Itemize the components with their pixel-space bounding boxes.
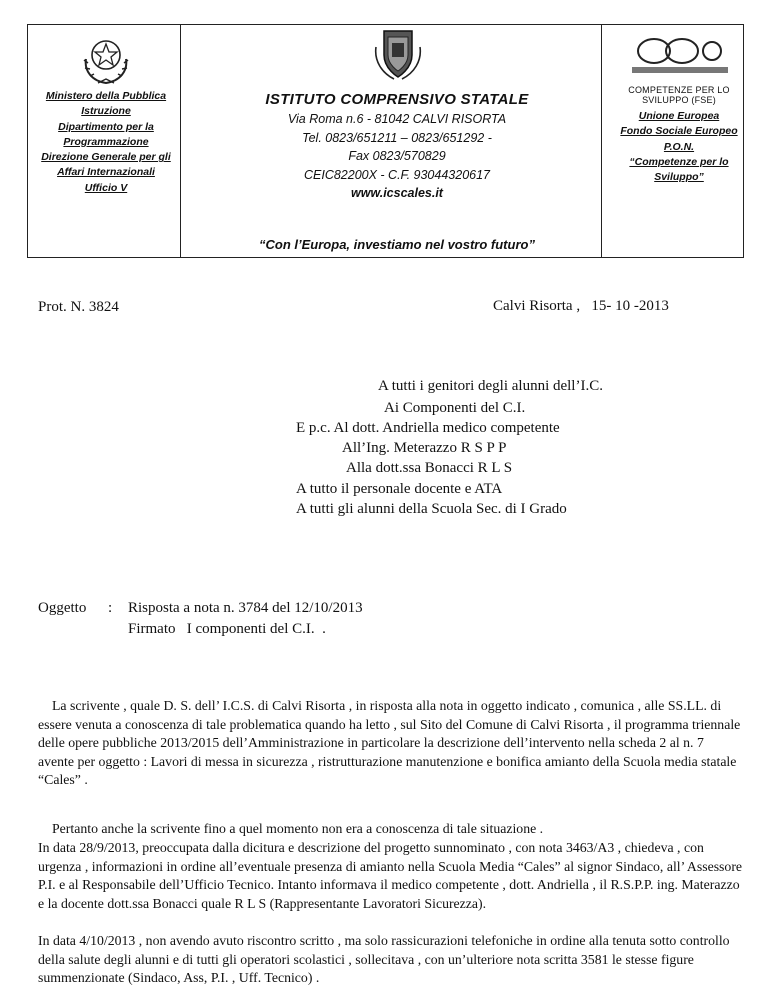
- ministry-line: Dipartimento per la: [58, 120, 154, 133]
- school-crest-icon: [370, 27, 426, 83]
- school-address: Via Roma n.6 - 81042 CALVI RISORTA: [287, 112, 507, 126]
- fse-label: COMPETENZE PER LO SVILUPPO (FSE): [628, 85, 730, 105]
- body-paragraph-1: [38, 697, 743, 790]
- subject-colon: :: [108, 600, 113, 616]
- body-paragraph-1-text: La scrivente , quale D. S. dell’ I.C.S. di Calvi Risorta , in risposta alla nota in oggetto indicato , comunica , alle SS.LL. di essere venuta a conoscenza di tale problematica quando ha letto , sul Sito del Comune di Calvi Risorta , il programma triennale delle opere pubbliche 2013/2015 dell’Amministrazione in particolare la descrizione dell’intervento nella scheda 2 al n. 7 avente per oggetto : Lavori di messa in sicurezza , ristrutturazione manutenzione e bonifica amianto della Scuola media statale “Cales” .: [38, 698, 741, 788]
- recipient-line: Alla dott.ssa Bonacci R L S: [346, 460, 513, 476]
- ministry-line: Ministero della Pubblica: [45, 90, 167, 102]
- letterhead-motto: “Con l’Europa, investiamo nel vostro futuro”: [259, 237, 535, 252]
- ministry-block: [36, 89, 176, 196]
- school-fax: Fax 0823/570829: [348, 149, 446, 163]
- school-codes: CEIC82200X - C.F. 93044320617: [303, 167, 490, 182]
- recipient-line: A tutto il personale docente e ATA: [296, 481, 503, 497]
- body-paragraph-2-text: Pertanto anche la scrivente fino a quel momento non era a conoscenza di tale situazione .: [52, 821, 544, 836]
- body-paragraph-3-text: In data 28/9/2013, preoccupata dalla dicitura e descrizione del progetto sunnominato , con nota 3463/A3 , chiedeva , con urgenza , informazioni in ordine all’eventuale presenza di amianto nella Scuola Media “Cales” al signor Sindaco, all’ Assessore P.I. e al Responsabile dell’Ufficio Tecnico. Intanto informava il medico competente , dott. Andriella , il R.S.P.P. ing. Materazzo e la docente dott.ssa Bonacci quale R L S (Rappresentante Lavoratori Sicurezza).: [38, 840, 743, 911]
- italian-republic-emblem-icon: [78, 29, 134, 87]
- recipient-line: A tutti i genitori degli alunni dell’I.C.: [378, 378, 603, 394]
- body-paragraph-4-text: In data 4/10/2013 , non avendo avuto riscontro scritto , ma solo rassicurazioni telefoniche in ordine alla tenuta sotto controllo della salute degli alunni e di tutti gli operatori scolastici , sollecitava , con un’ulteriore nota scritta 3581 le stesse figure summenzionate (Sindaco, Ass, P.I. , Uff. Tecnico) .: [38, 933, 730, 986]
- eu-line: Fondo Sociale Europeo: [620, 125, 738, 138]
- body-paragraph-4: [38, 932, 743, 988]
- recipient-line: A tutti gli alunni della Scuola Sec. di I Grado: [296, 501, 567, 517]
- eu-line: Sviluppo”: [654, 171, 704, 184]
- ministry-line: Istruzione: [81, 105, 131, 118]
- ministry-line: Affari Internazionali: [57, 166, 155, 179]
- recipient-line: E p.c. Al dott. Andriella medico competente: [296, 420, 560, 436]
- body-paragraph-2: [38, 820, 743, 839]
- place-date: Calvi Risorta , 15- 10 -2013: [493, 298, 669, 314]
- eu-line: P.O.N.: [663, 140, 695, 153]
- subject-line-1: Risposta a nota n. 3784 del 12/10/2013: [128, 600, 363, 616]
- protocol-number: Prot. N. 3824: [38, 299, 119, 315]
- eu-line: Unione Europea: [638, 110, 720, 122]
- eu-line: “Competenze per lo: [629, 155, 729, 168]
- school-phone: Tel. 0823/651211 – 0823/651292 -: [302, 130, 492, 145]
- ministry-line: Ufficio V: [84, 181, 128, 194]
- ministry-line: Programmazione: [63, 135, 149, 148]
- subject-label: Oggetto: [38, 600, 87, 616]
- body-paragraph-3: [38, 839, 743, 913]
- recipient-line: Ai Componenti del C.I.: [384, 400, 526, 416]
- pon-fse-logo-icon: [624, 33, 734, 77]
- school-name: ISTITUTO COMPRENSIVO STATALE: [265, 91, 529, 108]
- ministry-line: Direzione Generale per gli: [41, 151, 171, 164]
- letterhead: [27, 24, 744, 258]
- subject-line-2: Firmato I componenti del C.I. .: [128, 621, 326, 637]
- eu-block: [616, 109, 742, 185]
- letterhead-divider-left: [180, 25, 181, 257]
- school-website: www.icscales.it: [351, 186, 443, 200]
- school-info: [182, 91, 612, 203]
- recipient-line: All’Ing. Meterazzo R S P P: [342, 440, 507, 456]
